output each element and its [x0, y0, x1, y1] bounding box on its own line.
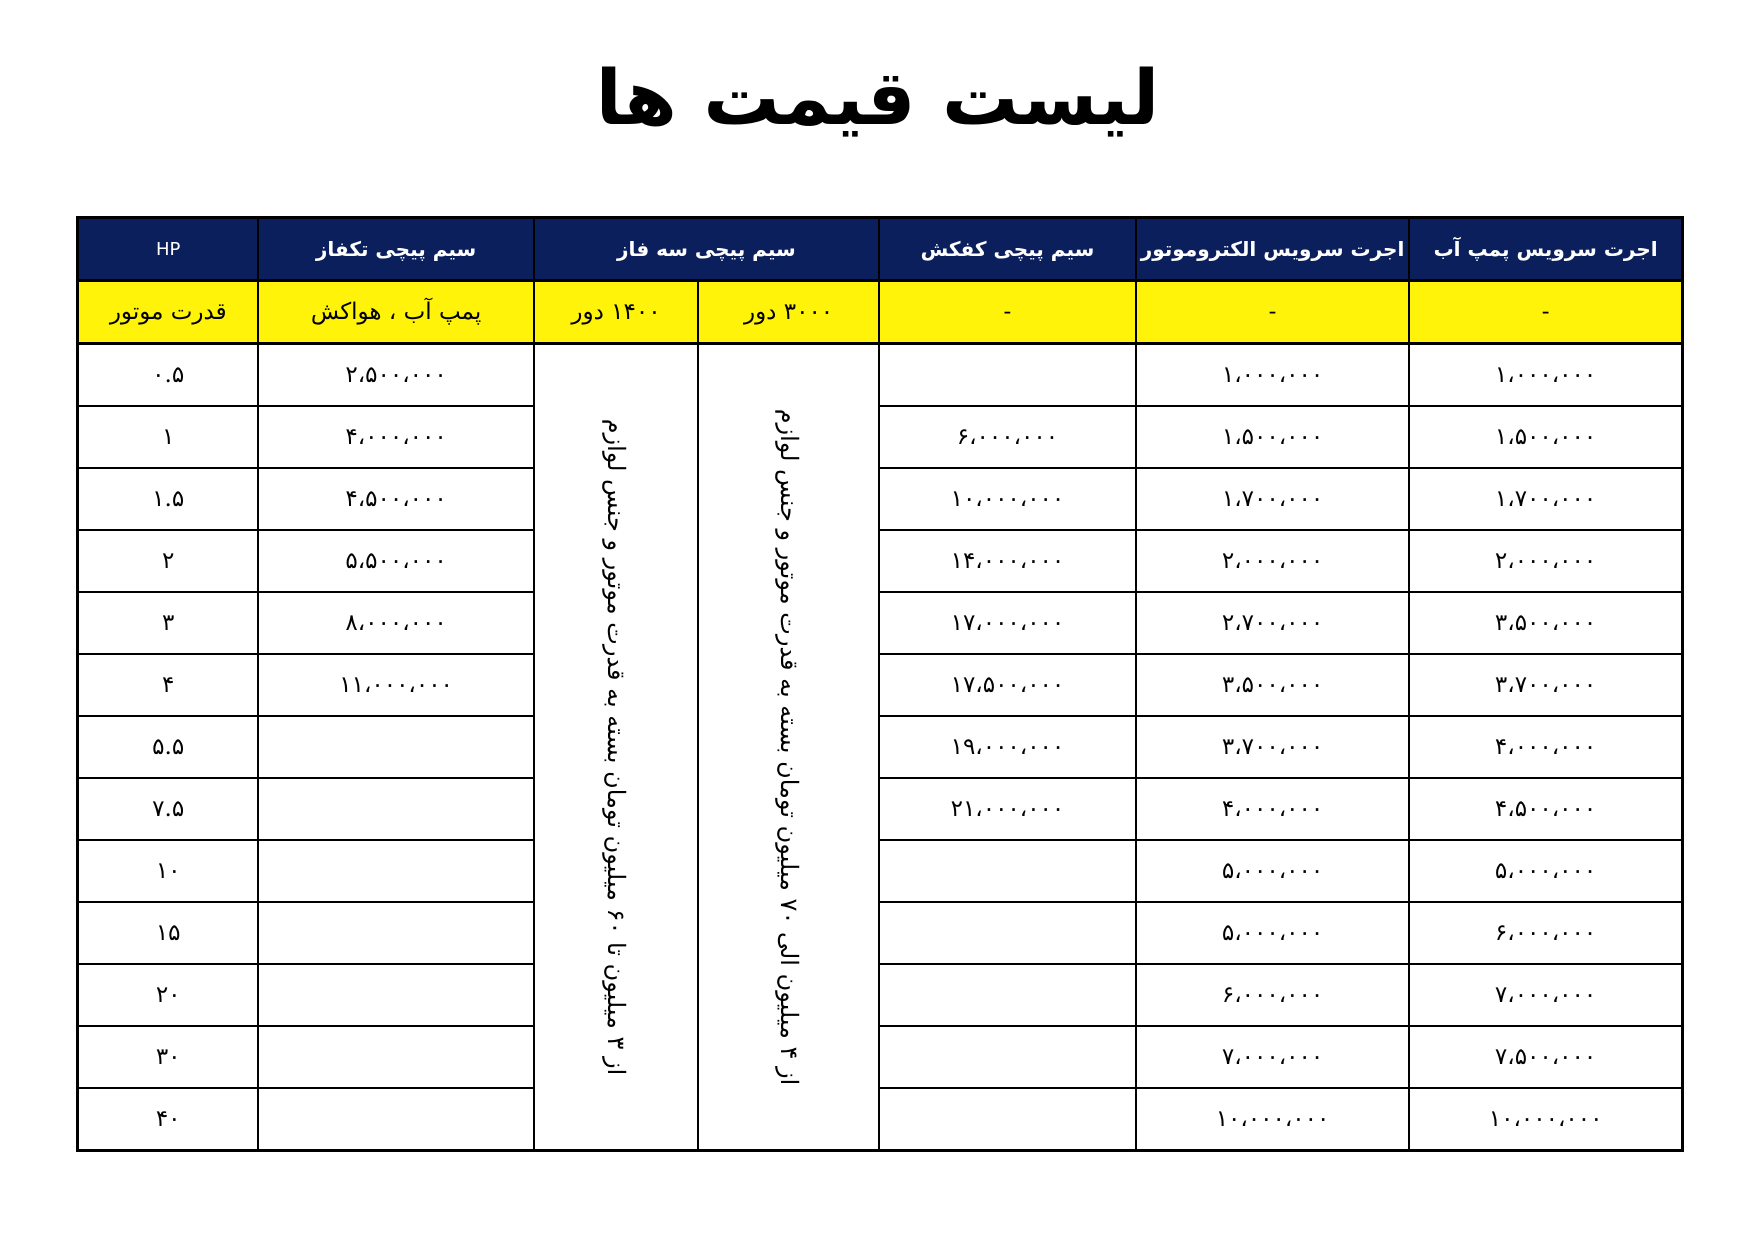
header-pump-service: اجرت سرویس پمپ آب — [1409, 218, 1682, 281]
cell-kafkesh-price: ۲۱،۰۰۰،۰۰۰ — [879, 778, 1136, 840]
cell-kafkesh-price: ۱۰،۰۰۰،۰۰۰ — [879, 468, 1136, 530]
subheader-kafkesh: - — [879, 281, 1136, 344]
table-row — [78, 654, 1683, 716]
cell-pump-price: ۳،۷۰۰،۰۰۰ — [1409, 654, 1682, 716]
header-single-phase-winding: سیم پیچی تکفاز — [258, 218, 533, 281]
table-row — [78, 468, 1683, 530]
cell-single-phase-price: ۱۱،۰۰۰،۰۰۰ — [258, 654, 533, 716]
cell-motor-price: ۴،۰۰۰،۰۰۰ — [1136, 778, 1409, 840]
cell-pump-price: ۷،۰۰۰،۰۰۰ — [1409, 964, 1682, 1026]
cell-hp: ۱۵ — [78, 902, 259, 964]
cell-pump-price: ۴،۰۰۰،۰۰۰ — [1409, 716, 1682, 778]
cell-kafkesh-price: ۱۴،۰۰۰،۰۰۰ — [879, 530, 1136, 592]
cell-hp: ۰.۵ — [78, 344, 259, 407]
cell-kafkesh-price: ۱۷،۰۰۰،۰۰۰ — [879, 592, 1136, 654]
cell-pump-price: ۱،۷۰۰،۰۰۰ — [1409, 468, 1682, 530]
cell-hp: ۴۰ — [78, 1088, 259, 1151]
price-table — [76, 216, 1684, 1152]
cell-hp: ۲۰ — [78, 964, 259, 1026]
cell-motor-price: ۷،۰۰۰،۰۰۰ — [1136, 1026, 1409, 1088]
cell-hp: ۱۰ — [78, 840, 259, 902]
cell-hp: ۴ — [78, 654, 259, 716]
subheader-motor: - — [1136, 281, 1409, 344]
table-row — [78, 530, 1683, 592]
cell-motor-price: ۳،۵۰۰،۰۰۰ — [1136, 654, 1409, 716]
cell-kafkesh-price — [879, 840, 1136, 902]
cell-single-phase-price — [258, 778, 533, 840]
cell-pump-price: ۶،۰۰۰،۰۰۰ — [1409, 902, 1682, 964]
cell-single-phase-price: ۴،۵۰۰،۰۰۰ — [258, 468, 533, 530]
cell-single-phase-price: ۲،۵۰۰،۰۰۰ — [258, 344, 533, 407]
cell-single-phase-price: ۵،۵۰۰،۰۰۰ — [258, 530, 533, 592]
cell-kafkesh-price — [879, 964, 1136, 1026]
header-hp: HP — [78, 218, 259, 281]
header-motor-service: اجرت سرویس الکتروموتور — [1136, 218, 1409, 281]
cell-pump-price: ۷،۵۰۰،۰۰۰ — [1409, 1026, 1682, 1088]
cell-motor-price: ۲،۷۰۰،۰۰۰ — [1136, 592, 1409, 654]
subheader-row — [78, 281, 1683, 344]
table-row — [78, 344, 1683, 407]
cell-single-phase-price — [258, 716, 533, 778]
note-rpm-1400-cell — [534, 344, 698, 1151]
cell-motor-price: ۱،۷۰۰،۰۰۰ — [1136, 468, 1409, 530]
note-rpm-1400: از ۳ میلیون تا ۶۰ میلیون تومان بسته به قدرت موتور و جنس لوازم — [601, 418, 630, 1076]
cell-motor-price: ۲،۰۰۰،۰۰۰ — [1136, 530, 1409, 592]
page-title: لیست قیمت ها — [595, 53, 1160, 142]
cell-pump-price: ۲،۰۰۰،۰۰۰ — [1409, 530, 1682, 592]
cell-single-phase-price — [258, 840, 533, 902]
cell-hp: ۱ — [78, 406, 259, 468]
cell-hp: ۵.۵ — [78, 716, 259, 778]
cell-kafkesh-price — [879, 902, 1136, 964]
cell-hp: ۳ — [78, 592, 259, 654]
subheader-pump: - — [1409, 281, 1682, 344]
table-row — [78, 778, 1683, 840]
subheader-hp: قدرت موتور — [78, 281, 259, 344]
cell-kafkesh-price: ۱۷،۵۰۰،۰۰۰ — [879, 654, 1136, 716]
cell-single-phase-price — [258, 1026, 533, 1088]
subheader-rpm-1400: ۱۴۰۰ دور — [534, 281, 698, 344]
cell-motor-price: ۱۰،۰۰۰،۰۰۰ — [1136, 1088, 1409, 1151]
note-rpm-3000: از ۴ میلیون الی ۷۰ میلیون تومان بسته به قدرت موتور و جنس لوازم — [774, 408, 803, 1086]
cell-kafkesh-price — [879, 344, 1136, 407]
table-row — [78, 1026, 1683, 1088]
cell-kafkesh-price — [879, 1088, 1136, 1151]
cell-hp: ۳۰ — [78, 1026, 259, 1088]
cell-single-phase-price — [258, 964, 533, 1026]
header-three-phase-winding: سیم پیچی سه فاز — [534, 218, 879, 281]
cell-kafkesh-price: ۶،۰۰۰،۰۰۰ — [879, 406, 1136, 468]
cell-hp: ۱.۵ — [78, 468, 259, 530]
cell-motor-price: ۵،۰۰۰،۰۰۰ — [1136, 840, 1409, 902]
cell-motor-price: ۶،۰۰۰،۰۰۰ — [1136, 964, 1409, 1026]
cell-motor-price: ۵،۰۰۰،۰۰۰ — [1136, 902, 1409, 964]
table-row — [78, 716, 1683, 778]
cell-single-phase-price: ۴،۰۰۰،۰۰۰ — [258, 406, 533, 468]
cell-motor-price: ۱،۰۰۰،۰۰۰ — [1136, 344, 1409, 407]
cell-pump-price: ۱۰،۰۰۰،۰۰۰ — [1409, 1088, 1682, 1151]
cell-pump-price: ۱،۵۰۰،۰۰۰ — [1409, 406, 1682, 468]
cell-hp: ۲ — [78, 530, 259, 592]
table-row — [78, 406, 1683, 468]
subheader-rpm-3000: ۳۰۰۰ دور — [698, 281, 879, 344]
cell-kafkesh-price: ۱۹،۰۰۰،۰۰۰ — [879, 716, 1136, 778]
cell-single-phase-price — [258, 902, 533, 964]
subheader-single-phase: پمپ آب ، هواکش — [258, 281, 533, 344]
cell-motor-price: ۳،۷۰۰،۰۰۰ — [1136, 716, 1409, 778]
cell-pump-price: ۵،۰۰۰،۰۰۰ — [1409, 840, 1682, 902]
header-kafkesh-winding: سیم پیچی کفکش — [879, 218, 1136, 281]
cell-pump-price: ۱،۰۰۰،۰۰۰ — [1409, 344, 1682, 407]
table-row — [78, 840, 1683, 902]
table-row — [78, 1088, 1683, 1151]
table-row — [78, 964, 1683, 1026]
note-rpm-3000-cell — [698, 344, 879, 1151]
header-row — [78, 218, 1683, 281]
cell-single-phase-price: ۸،۰۰۰،۰۰۰ — [258, 592, 533, 654]
cell-motor-price: ۱،۵۰۰،۰۰۰ — [1136, 406, 1409, 468]
cell-pump-price: ۴،۵۰۰،۰۰۰ — [1409, 778, 1682, 840]
cell-kafkesh-price — [879, 1026, 1136, 1088]
cell-single-phase-price — [258, 1088, 533, 1151]
table-row — [78, 902, 1683, 964]
table-row — [78, 592, 1683, 654]
cell-pump-price: ۳،۵۰۰،۰۰۰ — [1409, 592, 1682, 654]
cell-hp: ۷.۵ — [78, 778, 259, 840]
